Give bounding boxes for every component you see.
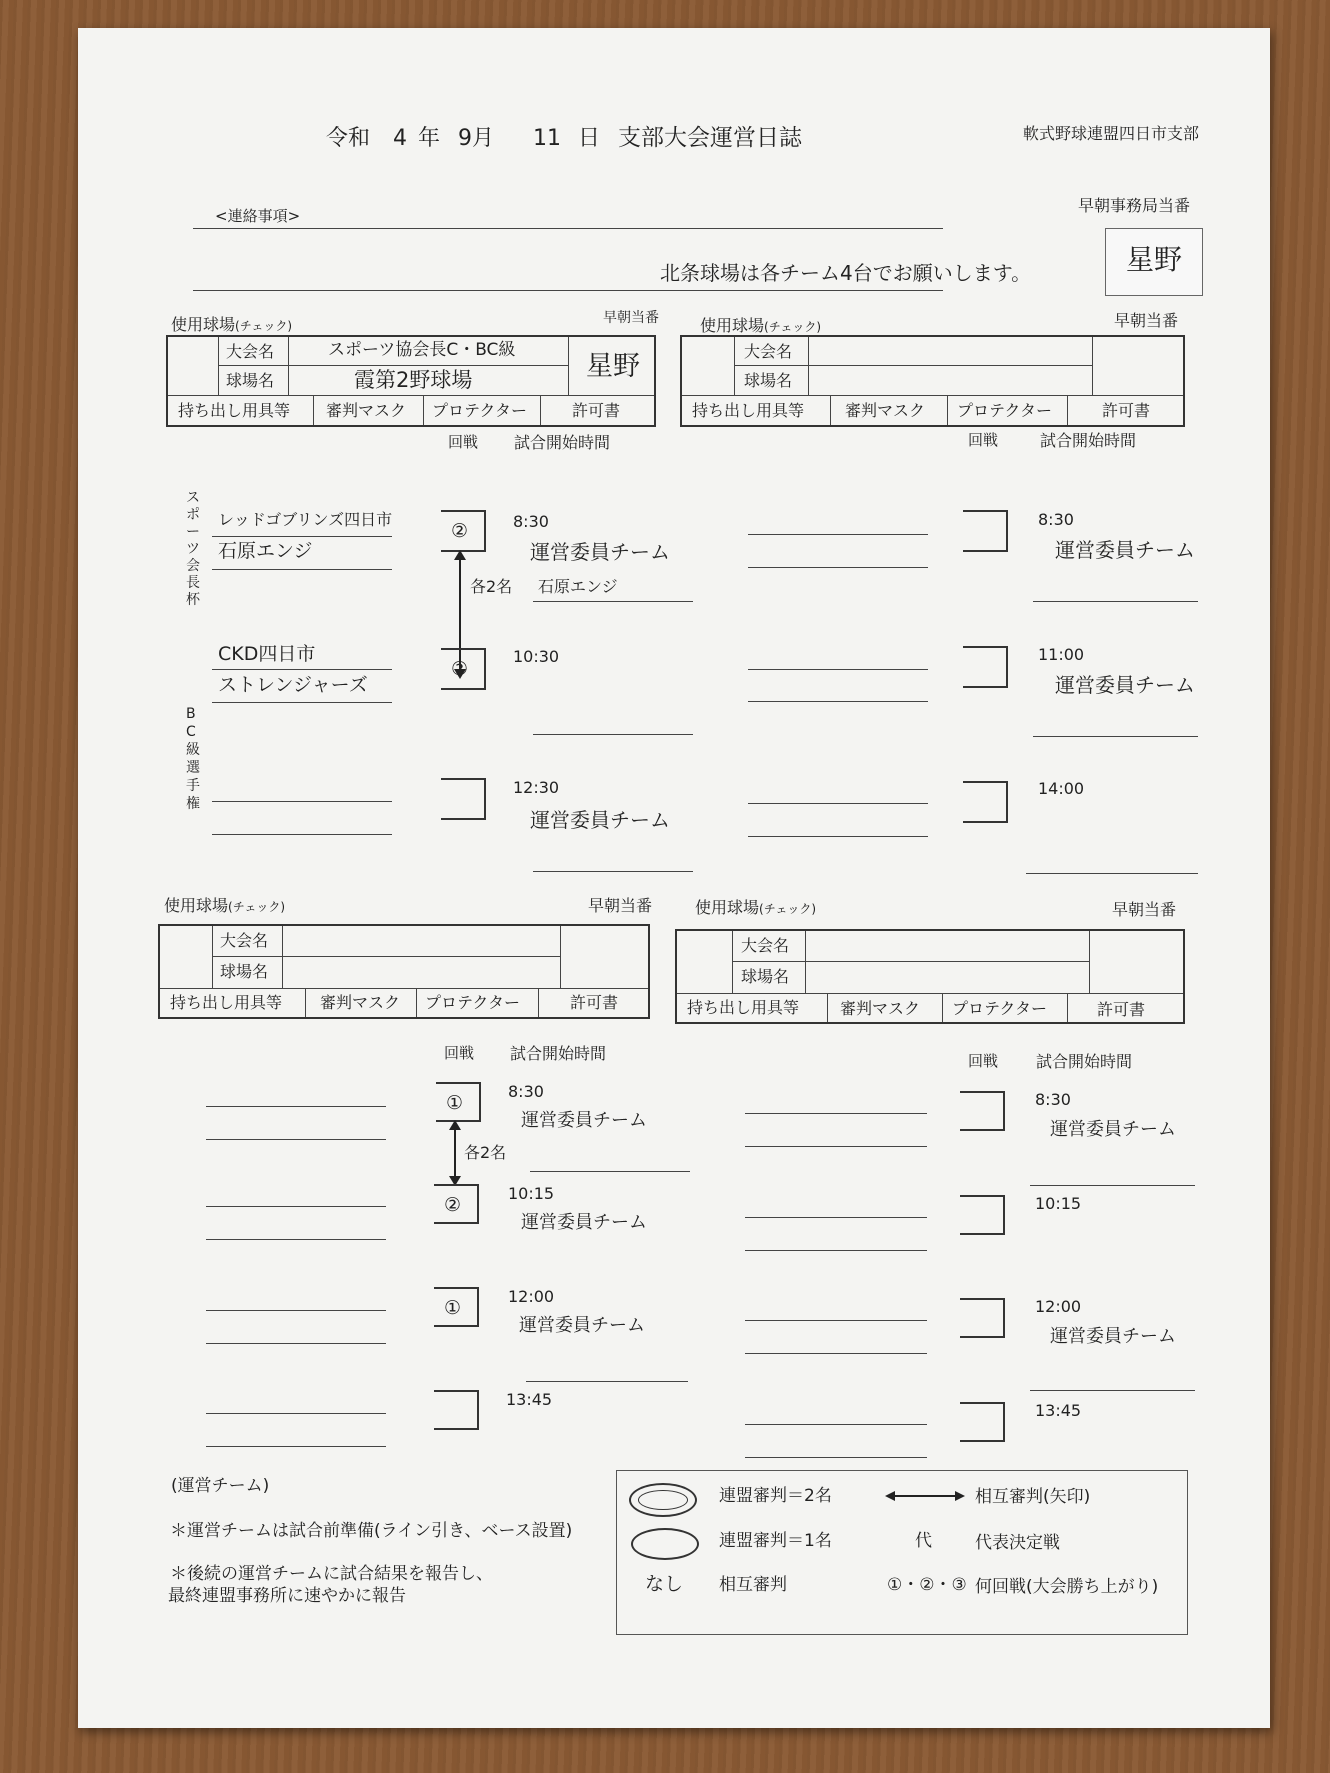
p1-g3-time: 12:30 xyxy=(513,778,560,797)
p1-permit-label: 許可書 xyxy=(572,401,621,420)
p2-field-label: 球場名 xyxy=(744,371,793,390)
p1-duty-stamp: 星野 xyxy=(586,351,640,382)
p4-tournament-label: 大会名 xyxy=(741,936,790,955)
p4-protector-label: プロテクター xyxy=(952,999,1048,1018)
p3-g1-bracket xyxy=(436,1082,481,1122)
p1-g1-note: 石原エンジ xyxy=(538,577,618,596)
p3-permit-label: 許可書 xyxy=(570,993,619,1012)
notice-line-2 xyxy=(193,290,943,291)
p3-eq-div-1 xyxy=(305,988,306,1017)
double-oval-icon xyxy=(629,1483,697,1517)
p4-g3-line2 xyxy=(745,1353,927,1354)
day: 11 xyxy=(533,126,561,151)
legend-dai: 代表決定戦 xyxy=(975,1533,1060,1553)
p3-div-a xyxy=(212,926,213,988)
p3-div-c xyxy=(560,926,561,988)
p2-div-a xyxy=(734,337,735,395)
p4-g3-mgmt-line xyxy=(1030,1390,1195,1391)
p3-tournament-label: 大会名 xyxy=(220,931,269,950)
p3-g1-round: ① xyxy=(446,1092,464,1114)
p1-venue-check: 使用球場(チェック) xyxy=(171,315,293,334)
p1-g3-mgmt-line xyxy=(533,871,693,872)
p2-form xyxy=(680,335,1185,427)
p4-eq-div-3 xyxy=(1067,993,1068,1022)
p4-g3-time: 12:00 xyxy=(1035,1297,1082,1316)
p2-eq-div-1 xyxy=(830,395,831,425)
p3-venue-check: 使用球場(チェック) xyxy=(164,896,286,915)
p4-equipment-label: 持ち出し用具等 xyxy=(687,998,800,1017)
p4-permit-label: 許可書 xyxy=(1097,1000,1146,1019)
p4-g2-bracket xyxy=(960,1195,1005,1235)
mgmt-note-2a: ＊後続の運営チームに試合結果を報告し、 xyxy=(170,1564,493,1584)
p1-g1-round: ② xyxy=(451,520,469,542)
p3-g4-bracket xyxy=(434,1390,479,1430)
p3-g2-line1 xyxy=(206,1206,386,1207)
p3-g3-bracket xyxy=(434,1287,479,1327)
p1-g2-round: ② xyxy=(451,658,469,680)
p3-g4-line1 xyxy=(206,1413,386,1414)
p4-div-b xyxy=(805,931,806,993)
p3-protector-label: プロテクター xyxy=(425,993,521,1012)
p4-field-label: 球場名 xyxy=(741,967,790,986)
p1-row-div xyxy=(218,365,568,366)
legend-box xyxy=(616,1470,1188,1635)
p4-g1-line1 xyxy=(745,1113,927,1114)
p1-g1-time: 8:30 xyxy=(513,512,549,531)
single-oval-icon xyxy=(631,1528,699,1560)
p3-row-div xyxy=(212,956,560,957)
p3-round-header: 回戦 xyxy=(444,1044,475,1062)
p2-tournament-label: 大会名 xyxy=(744,342,793,361)
p1-g3-line2 xyxy=(212,834,392,835)
p3-mutual-arrow xyxy=(454,1122,456,1184)
p4-div-c xyxy=(1089,931,1090,993)
year: 4 xyxy=(393,126,407,151)
p1-g2-team1: CKD四日市 xyxy=(218,643,316,665)
p3-g1-line1 xyxy=(206,1106,386,1107)
p3-g3-mgmt-line xyxy=(526,1381,688,1382)
p4-eq-div-1 xyxy=(827,993,828,1022)
p1-g1-team1: レッドゴブリンズ四日市 xyxy=(218,510,393,529)
p4-bottom-div xyxy=(677,993,1183,994)
p4-row-div xyxy=(732,961,1089,962)
p2-div-b xyxy=(808,337,809,395)
p4-g1-mgmt-line xyxy=(1030,1185,1195,1186)
side-label-sports: スポーツ会長杯 xyxy=(186,490,200,608)
notice-line-1 xyxy=(193,228,943,229)
p1-mask-label: 審判マスク xyxy=(326,401,407,420)
p2-g2-bracket xyxy=(963,646,1008,688)
p2-g3-mgmt-line xyxy=(1026,873,1198,874)
mgmt-heading: (運営チーム) xyxy=(171,1476,270,1496)
p1-g2-team2: ストレンジャーズ xyxy=(218,674,368,696)
p2-g3-time: 14:00 xyxy=(1038,779,1085,798)
p2-g3-line1 xyxy=(748,803,928,804)
legend-none: 相互審判 xyxy=(719,1575,787,1595)
legend-rounds-symbol: ①・②・③ xyxy=(887,1575,967,1595)
p1-g1-line2 xyxy=(212,569,392,570)
p3-g4-line2 xyxy=(206,1446,386,1447)
mgmt-note-1: ＊運営チームは試合前準備(ライン引き、ベース設置) xyxy=(170,1521,573,1541)
p2-early-duty-label: 早朝当番 xyxy=(1114,311,1179,330)
p4-g4-line2 xyxy=(745,1457,927,1458)
p2-g1-mgmt-line xyxy=(1033,601,1198,602)
legend-double-oval: 連盟審判＝2名 xyxy=(719,1486,832,1506)
p1-form xyxy=(166,335,656,427)
p1-div-c xyxy=(568,337,569,395)
p4-g1-line2 xyxy=(745,1146,927,1147)
p1-g3-bracket xyxy=(441,778,486,820)
p2-equipment-label: 持ち出し用具等 xyxy=(692,401,805,420)
p2-row-div xyxy=(734,365,1092,366)
p1-tournament-value: スポーツ協会長C・BC級 xyxy=(328,340,516,360)
day-unit: 日 xyxy=(578,126,601,151)
p3-g2-bracket xyxy=(434,1184,479,1224)
p4-g4-bracket xyxy=(960,1402,1005,1442)
p1-g1-line1 xyxy=(212,536,392,537)
p2-protector-label: プロテクター xyxy=(957,401,1053,420)
p1-g2-bracket xyxy=(441,648,486,690)
p4-g2-line2 xyxy=(745,1250,927,1251)
p3-bottom-div xyxy=(160,988,648,989)
p2-permit-label: 許可書 xyxy=(1102,401,1151,420)
p3-g1-mgmt-line xyxy=(530,1171,690,1172)
p2-g2-line2 xyxy=(748,701,928,702)
p3-g3-time: 12:00 xyxy=(508,1287,555,1306)
p2-g2-line1 xyxy=(748,669,928,670)
duty-label: 早朝事務局当番 xyxy=(1078,196,1191,215)
p2-g1-mgmt: 運営委員チーム xyxy=(1055,538,1195,562)
p2-start-time-header: 試合開始時間 xyxy=(1040,431,1137,450)
p3-g3-line1 xyxy=(206,1310,386,1311)
p2-div-c xyxy=(1092,337,1093,395)
p4-eq-div-2 xyxy=(942,993,943,1022)
organization: 軟式野球連盟四日市支部 xyxy=(1023,124,1200,143)
p3-start-time-header: 試合開始時間 xyxy=(510,1044,607,1063)
p1-g1-team2: 石原エンジ xyxy=(218,540,313,562)
p3-div-b xyxy=(282,926,283,988)
p3-g2-time: 10:15 xyxy=(508,1184,555,1203)
p2-venue-check: 使用球場(チェック) xyxy=(700,316,822,335)
p4-g3-mgmt: 運営委員チーム xyxy=(1050,1326,1176,1347)
p1-g1-bracket xyxy=(441,510,486,552)
p4-g3-line1 xyxy=(745,1320,927,1321)
p3-g2-round: ② xyxy=(444,1194,462,1216)
notice-label: <連絡事項> xyxy=(215,207,301,225)
p3-g3-mgmt: 運営委員チーム xyxy=(519,1315,645,1336)
p2-g2-mgmt: 運営委員チーム xyxy=(1055,673,1195,697)
p3-early-duty-label: 早朝当番 xyxy=(588,896,653,915)
p4-g1-bracket xyxy=(960,1091,1005,1131)
p3-g1-mgmt: 運営委員チーム xyxy=(521,1110,647,1131)
p2-g3-bracket xyxy=(963,781,1008,823)
p4-g1-mgmt: 運営委員チーム xyxy=(1050,1119,1176,1140)
p1-g3-line1 xyxy=(212,801,392,802)
p3-eq-div-2 xyxy=(416,988,417,1017)
p3-g3-round: ① xyxy=(444,1297,462,1319)
p3-equipment-label: 持ち出し用具等 xyxy=(170,993,283,1012)
inner-oval-icon xyxy=(638,1490,688,1510)
p1-field-label: 球場名 xyxy=(226,371,275,390)
p1-each-two: 各2名 xyxy=(470,577,513,596)
p1-g1-mgmt: 運営委員チーム xyxy=(530,540,670,564)
p2-eq-div-2 xyxy=(947,395,948,425)
p2-g1-line1 xyxy=(748,534,928,535)
p4-form xyxy=(675,929,1185,1024)
era: 令和 xyxy=(326,126,371,151)
p2-g1-bracket xyxy=(963,510,1008,552)
p2-mask-label: 審判マスク xyxy=(845,401,926,420)
p1-early-duty-label: 早朝当番 xyxy=(603,310,659,326)
duty-stamp: 星野 xyxy=(1105,228,1203,296)
document-title: 支部大会運営日誌 xyxy=(618,125,802,151)
p4-start-time-header: 試合開始時間 xyxy=(1036,1052,1133,1071)
notice-text: 北条球場は各チーム4台でお願いします。 xyxy=(660,261,1032,285)
month: 9月 xyxy=(458,126,494,151)
p1-tournament-label: 大会名 xyxy=(226,342,275,361)
p1-round-header: 回戦 xyxy=(448,433,479,451)
p3-g1-time: 8:30 xyxy=(508,1082,544,1101)
mgmt-note-2b: 最終連盟事務所に速やかに報告 xyxy=(168,1586,406,1606)
p2-g2-time: 11:00 xyxy=(1038,645,1085,664)
year-unit: 年 xyxy=(418,126,441,151)
p1-eq-div-1 xyxy=(313,395,314,425)
p4-g4-time: 13:45 xyxy=(1035,1401,1082,1420)
p4-g3-bracket xyxy=(960,1298,1005,1338)
p3-g4-time: 13:45 xyxy=(506,1390,553,1409)
p4-round-header: 回戦 xyxy=(968,1052,999,1070)
p3-g3-line2 xyxy=(206,1343,386,1344)
p3-g1-line2 xyxy=(206,1139,386,1140)
p2-g1-time: 8:30 xyxy=(1038,510,1074,529)
p3-eq-div-3 xyxy=(538,988,539,1017)
p4-venue-check: 使用球場(チェック) xyxy=(695,898,817,917)
legend-arrow: 相互審判(矢印) xyxy=(975,1487,1091,1507)
p1-field-value: 霞第2野球場 xyxy=(354,368,473,392)
p2-g1-line2 xyxy=(748,567,928,568)
p1-equipment-label: 持ち出し用具等 xyxy=(178,401,291,420)
p1-bottom-div xyxy=(168,395,654,396)
p1-g2-line2 xyxy=(212,702,392,703)
p3-g2-mgmt: 運営委員チーム xyxy=(521,1212,647,1233)
p1-div-a xyxy=(218,337,219,395)
p1-start-time-header: 試合開始時間 xyxy=(514,433,611,452)
p2-g3-line2 xyxy=(748,836,928,837)
p4-div-a xyxy=(732,931,733,993)
p2-g2-mgmt-line xyxy=(1033,736,1198,737)
p3-field-label: 球場名 xyxy=(220,962,269,981)
p4-mask-label: 審判マスク xyxy=(840,999,921,1018)
p3-mask-label: 審判マスク xyxy=(320,993,401,1012)
p1-div-b xyxy=(288,337,289,395)
legend-single-oval: 連盟審判＝1名 xyxy=(719,1531,832,1551)
side-label-bc: BC級選手権 xyxy=(186,706,200,812)
p1-g1-note-line xyxy=(533,601,693,602)
p1-g2-mgmt-line xyxy=(533,734,693,735)
p1-eq-div-3 xyxy=(540,395,541,425)
p3-form xyxy=(158,924,650,1019)
double-arrow-icon xyxy=(885,1489,965,1503)
p3-each-two: 各2名 xyxy=(464,1143,507,1162)
p2-bottom-div xyxy=(682,395,1183,396)
p4-early-duty-label: 早朝当番 xyxy=(1112,900,1177,919)
legend-dai-symbol: 代 xyxy=(915,1531,932,1551)
p4-g2-line1 xyxy=(745,1217,927,1218)
p4-g4-line1 xyxy=(745,1424,927,1425)
p1-eq-div-2 xyxy=(423,395,424,425)
p2-round-header: 回戦 xyxy=(968,431,999,449)
paper-sheet xyxy=(78,28,1270,1728)
p3-g2-line2 xyxy=(206,1239,386,1240)
p1-g2-line1 xyxy=(212,669,392,670)
p1-g2-time: 10:30 xyxy=(513,647,560,666)
p2-eq-div-3 xyxy=(1067,395,1068,425)
p4-g2-time: 10:15 xyxy=(1035,1194,1082,1213)
p1-protector-label: プロテクター xyxy=(432,401,528,420)
p1-g3-mgmt: 運営委員チーム xyxy=(530,808,670,832)
legend-none-symbol: なし xyxy=(645,1573,684,1595)
p4-g1-time: 8:30 xyxy=(1035,1090,1071,1109)
legend-rounds: 何回戦(大会勝ち上がり) xyxy=(975,1577,1159,1597)
